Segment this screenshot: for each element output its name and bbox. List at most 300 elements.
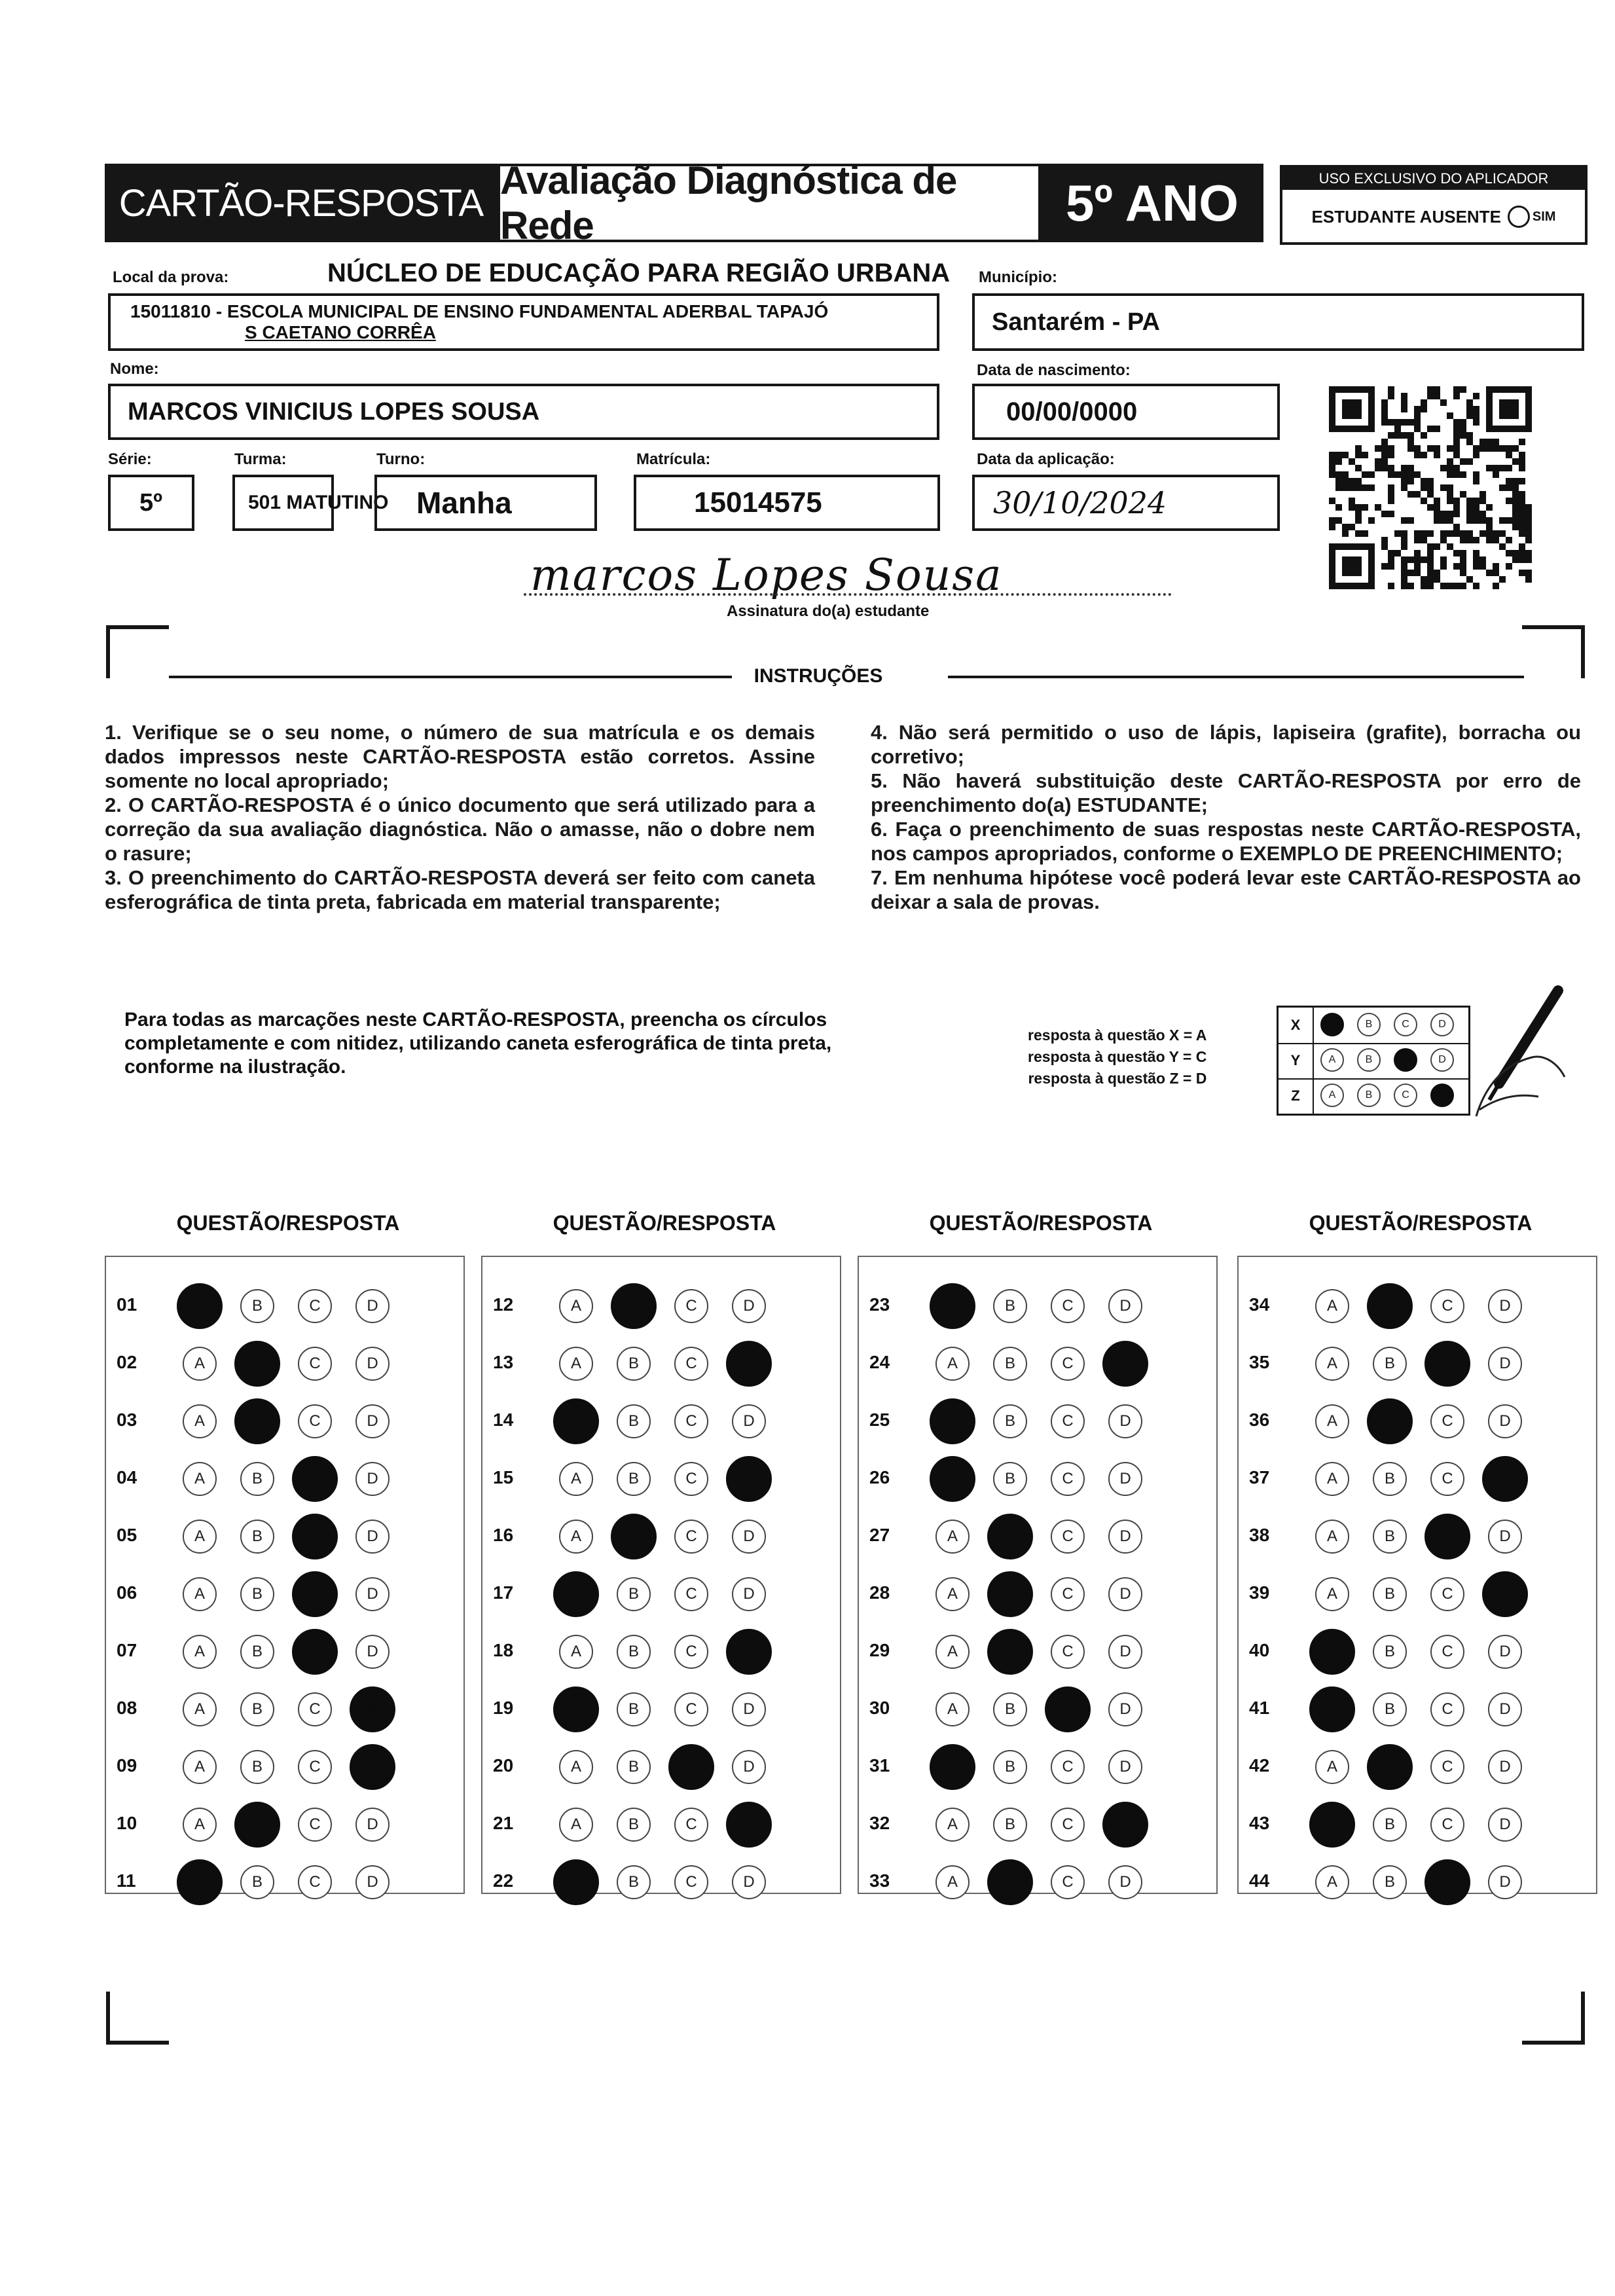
answer-bubble[interactable]: D	[1108, 1462, 1142, 1496]
answer-row	[858, 1338, 1218, 1390]
municipio-label: Município:	[979, 268, 1057, 286]
answer-bubble[interactable]: C	[298, 1692, 332, 1726]
sim-circle-icon[interactable]	[1508, 206, 1530, 228]
answer-bubble-filled[interactable]: D	[726, 1629, 772, 1675]
matricula-field: 15014575	[634, 475, 940, 531]
answer-bubble[interactable]: B	[240, 1635, 274, 1669]
answer-bubble[interactable]: A	[935, 1577, 970, 1611]
answer-bubble[interactable]: A	[935, 1520, 970, 1554]
answer-row	[858, 1798, 1218, 1851]
question-number: 08	[117, 1698, 137, 1718]
ausente-label: ESTUDANTE AUSENTE	[1311, 206, 1501, 227]
answer-row	[105, 1798, 465, 1851]
answer-bubble[interactable]: D	[1488, 1289, 1522, 1323]
instructions-right	[871, 720, 1581, 914]
answer-bubble[interactable]: A	[183, 1692, 217, 1726]
answer-bubble[interactable]: C	[298, 1404, 332, 1438]
municipio-field: Santarém - PA	[972, 293, 1584, 351]
answer-row	[105, 1453, 465, 1505]
answer-bubble-filled[interactable]: A	[553, 1398, 599, 1444]
answer-bubble[interactable]: C	[674, 1635, 708, 1669]
answer-bubble[interactable]: D	[732, 1865, 766, 1899]
answer-bubble[interactable]: A	[935, 1347, 970, 1381]
answer-bubble-filled[interactable]: B	[234, 1341, 280, 1387]
answer-bubble[interactable]: A	[1315, 1462, 1349, 1496]
example-bubble: C	[1394, 1048, 1417, 1072]
example-key: X	[1279, 1008, 1314, 1043]
question-number: 16	[493, 1525, 514, 1545]
answer-bubble[interactable]: C	[1430, 1462, 1464, 1496]
answer-bubble[interactable]: D	[1488, 1865, 1522, 1899]
answer-bubble[interactable]: B	[1373, 1577, 1407, 1611]
answer-bubble[interactable]: C	[1051, 1404, 1085, 1438]
answer-row	[1237, 1338, 1597, 1390]
sim-label: SIM	[1532, 209, 1556, 224]
answer-bubble[interactable]: C	[674, 1289, 708, 1323]
answer-bubble[interactable]: D	[1108, 1289, 1142, 1323]
example-bubble: B	[1357, 1013, 1381, 1036]
fill-instructions: Para todas as marcações neste CARTÃO-RESPOSTA, preencha os círculos completamente e com nitidez, utilizando caneta esferográfica de tinta preta, conforme na ilustração.	[124, 1009, 832, 1078]
answer-bubble[interactable]: A	[1315, 1347, 1349, 1381]
question-number: 18	[493, 1640, 514, 1660]
question-number: 22	[493, 1870, 514, 1891]
signature-handwritten: marcos Lopes Sousa	[530, 550, 1003, 600]
answer-bubble-filled[interactable]: D	[1102, 1341, 1148, 1387]
answer-bubble[interactable]: B	[993, 1750, 1027, 1784]
answer-bubble-filled[interactable]: C	[668, 1744, 714, 1790]
answer-bubble-filled[interactable]: C	[1424, 1341, 1470, 1387]
column-title: QUESTÃO/RESPOSTA	[1309, 1211, 1533, 1235]
answer-row	[1237, 1856, 1597, 1908]
answer-row	[105, 1683, 465, 1736]
answer-bubble-filled[interactable]: C	[1424, 1859, 1470, 1905]
answer-bubble[interactable]: A	[183, 1520, 217, 1554]
answer-bubble[interactable]: D	[355, 1404, 390, 1438]
answer-bubble[interactable]: C	[1430, 1289, 1464, 1323]
answer-bubble[interactable]: C	[674, 1462, 708, 1496]
answer-bubble[interactable]: D	[355, 1808, 390, 1842]
answer-row	[481, 1280, 841, 1332]
question-number: 04	[117, 1467, 137, 1487]
answer-bubble[interactable]: A	[183, 1404, 217, 1438]
question-number: 41	[1249, 1698, 1270, 1718]
question-number: 39	[1249, 1582, 1270, 1603]
answer-row	[481, 1568, 841, 1620]
answer-bubble[interactable]: A	[183, 1347, 217, 1381]
example-bubble: C	[1394, 1013, 1417, 1036]
answer-bubble-filled[interactable]: B	[1367, 1283, 1413, 1329]
example-bubble: D	[1430, 1084, 1454, 1107]
answer-bubble-filled[interactable]: C	[292, 1456, 338, 1502]
answer-bubble[interactable]: C	[1051, 1808, 1085, 1842]
answer-bubble[interactable]: A	[1315, 1520, 1349, 1554]
answer-bubble-filled[interactable]: B	[234, 1802, 280, 1848]
answer-bubble[interactable]: C	[1051, 1289, 1085, 1323]
escola-field	[108, 293, 939, 351]
answer-row	[481, 1856, 841, 1908]
answer-bubble[interactable]: B	[617, 1577, 651, 1611]
answer-bubble[interactable]: B	[993, 1289, 1027, 1323]
answer-bubble[interactable]: B	[993, 1808, 1027, 1842]
answer-bubble[interactable]: C	[674, 1347, 708, 1381]
answer-bubble[interactable]: D	[1488, 1347, 1522, 1381]
answer-bubble-filled[interactable]: D	[350, 1686, 395, 1732]
answer-bubble[interactable]: B	[993, 1347, 1027, 1381]
example-bubble: B	[1357, 1084, 1381, 1107]
answer-bubble[interactable]: D	[732, 1692, 766, 1726]
answer-bubble[interactable]: C	[1051, 1520, 1085, 1554]
local-label: Local da prova:	[113, 268, 229, 286]
answer-bubble[interactable]: A	[1315, 1865, 1349, 1899]
answer-bubble-filled[interactable]: D	[726, 1341, 772, 1387]
answer-bubble[interactable]: C	[1051, 1577, 1085, 1611]
instruction-1: 1. Verifique se o seu nome, o número de sua matrícula e os demais dados impressos neste CARTÃO-RESPOSTA estão corretos. Assine somente no local apropriado;	[105, 721, 815, 792]
card-subtitle: Avaliação Diagnóstica de Rede	[498, 164, 1041, 242]
answer-bubble[interactable]: C	[298, 1865, 332, 1899]
answer-bubble-filled[interactable]: C	[1045, 1686, 1091, 1732]
answer-bubble[interactable]: C	[1430, 1577, 1464, 1611]
answer-bubble[interactable]: D	[1108, 1865, 1142, 1899]
answer-row	[1237, 1683, 1597, 1736]
answer-bubble-filled[interactable]: B	[1367, 1398, 1413, 1444]
card-title: CARTÃO-RESPOSTA	[105, 164, 498, 242]
question-number: 11	[117, 1870, 136, 1891]
answer-bubble[interactable]: D	[1108, 1750, 1142, 1784]
answer-bubble-filled[interactable]: A	[930, 1398, 975, 1444]
aplicador-box	[1280, 165, 1588, 245]
question-number: 02	[117, 1352, 137, 1372]
answer-row	[1237, 1741, 1597, 1793]
answer-bubble[interactable]: B	[240, 1692, 274, 1726]
answer-bubble[interactable]: D	[1488, 1520, 1522, 1554]
answer-bubble[interactable]: A	[1315, 1750, 1349, 1784]
answer-bubble-filled[interactable]: A	[177, 1859, 223, 1905]
qr-code-icon	[1329, 386, 1532, 589]
answer-bubble[interactable]: C	[1051, 1462, 1085, 1496]
answer-bubble[interactable]: A	[559, 1289, 593, 1323]
turma-label: Turma:	[234, 450, 287, 468]
corner-mark-bl	[106, 1992, 169, 2045]
answer-row	[1237, 1568, 1597, 1620]
answer-bubble[interactable]: B	[240, 1462, 274, 1496]
answer-bubble[interactable]: C	[298, 1808, 332, 1842]
question-number: 33	[869, 1870, 890, 1891]
answer-bubble[interactable]: D	[355, 1577, 390, 1611]
answer-bubble[interactable]: B	[617, 1404, 651, 1438]
answer-bubble[interactable]: A	[183, 1577, 217, 1611]
answer-bubble[interactable]: D	[1108, 1635, 1142, 1669]
answer-bubble[interactable]: C	[674, 1808, 708, 1842]
question-number: 31	[869, 1755, 890, 1776]
escola-line2: S CAETANO CORRÊA	[245, 322, 436, 342]
question-number: 01	[117, 1294, 137, 1315]
answer-row	[105, 1280, 465, 1332]
instruction-7: 7. Em nenhuma hipótese você poderá levar este CARTÃO-RESPOSTA ao deixar a sala de provas.	[871, 866, 1581, 913]
answer-bubble[interactable]: C	[298, 1347, 332, 1381]
answer-row	[1237, 1798, 1597, 1851]
answer-bubble[interactable]: A	[1315, 1289, 1349, 1323]
answer-bubble[interactable]: D	[355, 1462, 390, 1496]
question-number: 17	[493, 1582, 514, 1603]
answer-bubble[interactable]: B	[240, 1289, 274, 1323]
answer-bubble[interactable]: D	[1108, 1692, 1142, 1726]
answer-bubble[interactable]: C	[1051, 1635, 1085, 1669]
answer-bubble-filled[interactable]: A	[930, 1456, 975, 1502]
question-number: 06	[117, 1582, 137, 1603]
instruction-2: 2. O CARTÃO-RESPOSTA é o único documento que será utilizado para a correção da sua avaliação diagnóstica. Não o amasse, não o dobre nem o rasure;	[105, 793, 815, 865]
answer-bubble-filled[interactable]: A	[553, 1859, 599, 1905]
answer-row	[1237, 1280, 1597, 1332]
example-row	[1279, 1008, 1468, 1044]
answer-row	[105, 1626, 465, 1678]
answer-bubble[interactable]: A	[1315, 1404, 1349, 1438]
example-row	[1279, 1078, 1468, 1114]
serie-field: 5º	[108, 475, 194, 531]
instruction-5: 5. Não haverá substituição deste CARTÃO-RESPOSTA por erro de preenchimento do(a) ESTUDANTE;	[871, 769, 1581, 816]
answer-bubble[interactable]: D	[1108, 1404, 1142, 1438]
answer-bubble[interactable]: D	[1488, 1808, 1522, 1842]
answer-bubble[interactable]: D	[1488, 1635, 1522, 1669]
answer-bubble[interactable]: A	[559, 1347, 593, 1381]
serie-label: Série:	[108, 450, 152, 468]
answer-bubble-filled[interactable]: D	[726, 1802, 772, 1848]
answer-bubble[interactable]: C	[298, 1750, 332, 1784]
ausente-checkbox[interactable]	[1508, 206, 1556, 228]
signature-line	[524, 592, 1172, 596]
answer-bubble-filled[interactable]: D	[726, 1456, 772, 1502]
example-bubble: A	[1320, 1084, 1344, 1107]
answer-bubble[interactable]: B	[1373, 1692, 1407, 1726]
answer-bubble-filled[interactable]: C	[292, 1629, 338, 1675]
aplicacao-field: 30/10/2024	[972, 475, 1280, 531]
answer-bubble[interactable]: B	[617, 1865, 651, 1899]
answer-bubble-filled[interactable]: B	[987, 1859, 1033, 1905]
answer-row	[105, 1856, 465, 1908]
answer-row	[481, 1683, 841, 1736]
question-number: 13	[493, 1352, 514, 1372]
instruction-4: 4. Não será permitido o uso de lápis, lapiseira (grafite), borracha ou corretivo;	[871, 721, 1581, 768]
corner-mark-tl	[106, 625, 169, 678]
answer-bubble[interactable]: A	[183, 1462, 217, 1496]
column-title: QUESTÃO/RESPOSTA	[929, 1211, 1153, 1235]
answer-bubble[interactable]: C	[1430, 1750, 1464, 1784]
answer-row	[858, 1510, 1218, 1563]
answer-bubble[interactable]: C	[1430, 1635, 1464, 1669]
answer-bubble[interactable]: B	[240, 1520, 274, 1554]
answer-bubble-filled[interactable]: A	[930, 1283, 975, 1329]
nome-field: MARCOS VINICIUS LOPES SOUSA	[108, 384, 939, 440]
answer-bubble-filled[interactable]: B	[611, 1514, 657, 1559]
instr-rule-left	[169, 676, 732, 678]
question-number: 21	[493, 1813, 514, 1833]
answer-bubble-filled[interactable]: B	[987, 1571, 1033, 1617]
answer-bubble[interactable]: A	[559, 1635, 593, 1669]
instructions-left	[105, 720, 815, 914]
answer-bubble[interactable]: B	[617, 1462, 651, 1496]
answer-bubble[interactable]: A	[935, 1692, 970, 1726]
answer-bubble[interactable]: B	[1373, 1462, 1407, 1496]
question-number: 14	[493, 1410, 514, 1430]
example-label-z: resposta à questão Z = D	[1028, 1070, 1207, 1087]
answer-bubble-filled[interactable]: D	[1482, 1456, 1528, 1502]
answer-bubble[interactable]: C	[1051, 1347, 1085, 1381]
answer-bubble[interactable]: B	[993, 1462, 1027, 1496]
question-number: 43	[1249, 1813, 1270, 1833]
answer-bubble[interactable]: D	[355, 1289, 390, 1323]
answer-bubble[interactable]: B	[1373, 1520, 1407, 1554]
answer-bubble[interactable]: B	[993, 1404, 1027, 1438]
answer-bubble[interactable]: A	[183, 1808, 217, 1842]
answer-bubble[interactable]: C	[1430, 1692, 1464, 1726]
answer-bubble[interactable]: D	[355, 1520, 390, 1554]
turma-field: 501 MATUTINO	[232, 475, 334, 531]
answer-bubble[interactable]: C	[298, 1289, 332, 1323]
answer-bubble[interactable]: B	[1373, 1808, 1407, 1842]
answer-bubble-filled[interactable]: B	[1367, 1744, 1413, 1790]
question-number: 24	[869, 1352, 890, 1372]
answer-row	[858, 1280, 1218, 1332]
escola-line1: 15011810 - ESCOLA MUNICIPAL DE ENSINO FUNDAMENTAL ADERBAL TAPAJÓ	[130, 301, 829, 321]
example-bubble: A	[1320, 1048, 1344, 1072]
answer-bubble[interactable]: B	[617, 1808, 651, 1842]
question-number: 23	[869, 1294, 890, 1315]
answer-bubble[interactable]: D	[732, 1289, 766, 1323]
answer-bubble-filled[interactable]: A	[553, 1571, 599, 1617]
question-number: 30	[869, 1698, 890, 1718]
answer-bubble[interactable]: D	[1488, 1750, 1522, 1784]
instr-rule-right	[948, 676, 1524, 678]
answer-bubble-filled[interactable]: D	[1482, 1571, 1528, 1617]
turno-label: Turno:	[376, 450, 426, 468]
question-number: 12	[493, 1294, 514, 1315]
answer-bubble-filled[interactable]: B	[987, 1629, 1033, 1675]
answer-row	[481, 1798, 841, 1851]
answer-bubble[interactable]: C	[674, 1692, 708, 1726]
answer-bubble-filled[interactable]: C	[292, 1514, 338, 1559]
answer-bubble[interactable]: D	[1108, 1577, 1142, 1611]
answer-bubble[interactable]: B	[993, 1692, 1027, 1726]
answer-bubble-filled[interactable]: B	[611, 1283, 657, 1329]
nucleo-name: NÚCLEO DE EDUCAÇÃO PARA REGIÃO URBANA	[327, 259, 951, 287]
answer-bubble[interactable]: A	[559, 1750, 593, 1784]
answer-bubble[interactable]: B	[240, 1865, 274, 1899]
answer-bubble-filled[interactable]: A	[930, 1744, 975, 1790]
answer-bubble-filled[interactable]: A	[553, 1686, 599, 1732]
corner-mark-br	[1522, 1992, 1585, 2045]
answer-bubble[interactable]: D	[355, 1635, 390, 1669]
answer-bubble[interactable]: B	[617, 1347, 651, 1381]
question-number: 07	[117, 1640, 137, 1660]
answer-bubble[interactable]: A	[559, 1808, 593, 1842]
question-number: 36	[1249, 1410, 1270, 1430]
answer-bubble[interactable]: D	[355, 1347, 390, 1381]
grade-label: 5º ANO	[1041, 164, 1263, 242]
answer-bubble[interactable]: A	[559, 1520, 593, 1554]
answer-row	[105, 1338, 465, 1390]
answer-bubble-filled[interactable]: D	[350, 1744, 395, 1790]
answer-bubble[interactable]: B	[617, 1750, 651, 1784]
example-bubble: D	[1430, 1013, 1454, 1036]
answer-bubble-filled[interactable]: A	[1309, 1629, 1355, 1675]
answer-bubble[interactable]: B	[240, 1577, 274, 1611]
answer-row	[858, 1741, 1218, 1793]
answer-bubble[interactable]: D	[355, 1865, 390, 1899]
answer-bubble[interactable]: C	[1430, 1404, 1464, 1438]
question-number: 27	[869, 1525, 890, 1545]
answer-bubble[interactable]: C	[1051, 1865, 1085, 1899]
answer-bubble[interactable]: D	[1108, 1520, 1142, 1554]
answer-bubble-filled[interactable]: B	[234, 1398, 280, 1444]
question-number: 44	[1249, 1870, 1270, 1891]
answer-row	[858, 1626, 1218, 1678]
answer-row	[105, 1741, 465, 1793]
answer-bubble[interactable]: C	[1430, 1808, 1464, 1842]
answer-bubble[interactable]: A	[1315, 1577, 1349, 1611]
answer-bubble[interactable]: D	[732, 1404, 766, 1438]
question-number: 25	[869, 1410, 890, 1430]
example-table	[1277, 1006, 1470, 1116]
answer-bubble-filled[interactable]: C	[1424, 1514, 1470, 1559]
answer-bubble[interactable]: C	[674, 1404, 708, 1438]
ausente-row	[1282, 190, 1585, 244]
answer-bubble[interactable]: C	[674, 1577, 708, 1611]
example-key: Y	[1279, 1043, 1314, 1078]
question-number: 26	[869, 1467, 890, 1487]
answer-bubble[interactable]: A	[935, 1635, 970, 1669]
answer-bubble[interactable]: B	[1373, 1347, 1407, 1381]
column-title: QUESTÃO/RESPOSTA	[553, 1211, 776, 1235]
question-number: 09	[117, 1755, 137, 1776]
answer-bubble-filled[interactable]: C	[292, 1571, 338, 1617]
answer-bubble[interactable]: C	[674, 1520, 708, 1554]
answer-bubble[interactable]: A	[935, 1808, 970, 1842]
answer-bubble[interactable]: B	[1373, 1635, 1407, 1669]
question-number: 10	[117, 1813, 137, 1833]
answer-bubble-filled[interactable]: A	[177, 1283, 223, 1329]
answer-bubble[interactable]: B	[617, 1692, 651, 1726]
answer-bubble[interactable]: A	[935, 1865, 970, 1899]
answer-bubble[interactable]: D	[1488, 1404, 1522, 1438]
answer-bubble[interactable]: A	[559, 1462, 593, 1496]
answer-row	[1237, 1626, 1597, 1678]
answer-bubble[interactable]: D	[732, 1577, 766, 1611]
instructions-title: INSTRUÇÕES	[753, 665, 883, 687]
answer-row	[481, 1453, 841, 1505]
answer-bubble-filled[interactable]: D	[1102, 1802, 1148, 1848]
nascimento-label: Data de nascimento:	[977, 361, 1131, 379]
answer-bubble-filled[interactable]: B	[987, 1514, 1033, 1559]
answer-bubble[interactable]: B	[617, 1635, 651, 1669]
answer-bubble[interactable]: D	[732, 1750, 766, 1784]
answer-bubble[interactable]: B	[1373, 1865, 1407, 1899]
question-number: 38	[1249, 1525, 1270, 1545]
answer-bubble[interactable]: B	[240, 1750, 274, 1784]
answer-bubble[interactable]: A	[183, 1635, 217, 1669]
corner-mark-tr	[1522, 625, 1585, 678]
signature-label: Assinatura do(a) estudante	[727, 602, 930, 620]
answer-bubble-filled[interactable]: A	[1309, 1686, 1355, 1732]
question-number: 32	[869, 1813, 890, 1833]
answer-bubble[interactable]: D	[1488, 1692, 1522, 1726]
answer-bubble[interactable]: C	[674, 1865, 708, 1899]
answer-bubble-filled[interactable]: A	[1309, 1802, 1355, 1848]
answer-bubble[interactable]: D	[732, 1520, 766, 1554]
answer-bubble[interactable]: A	[183, 1750, 217, 1784]
aplicador-label: USO EXCLUSIVO DO APLICADOR	[1282, 168, 1585, 190]
answer-bubble[interactable]: C	[1051, 1750, 1085, 1784]
question-number: 40	[1249, 1640, 1270, 1660]
example-key: Z	[1279, 1078, 1314, 1114]
